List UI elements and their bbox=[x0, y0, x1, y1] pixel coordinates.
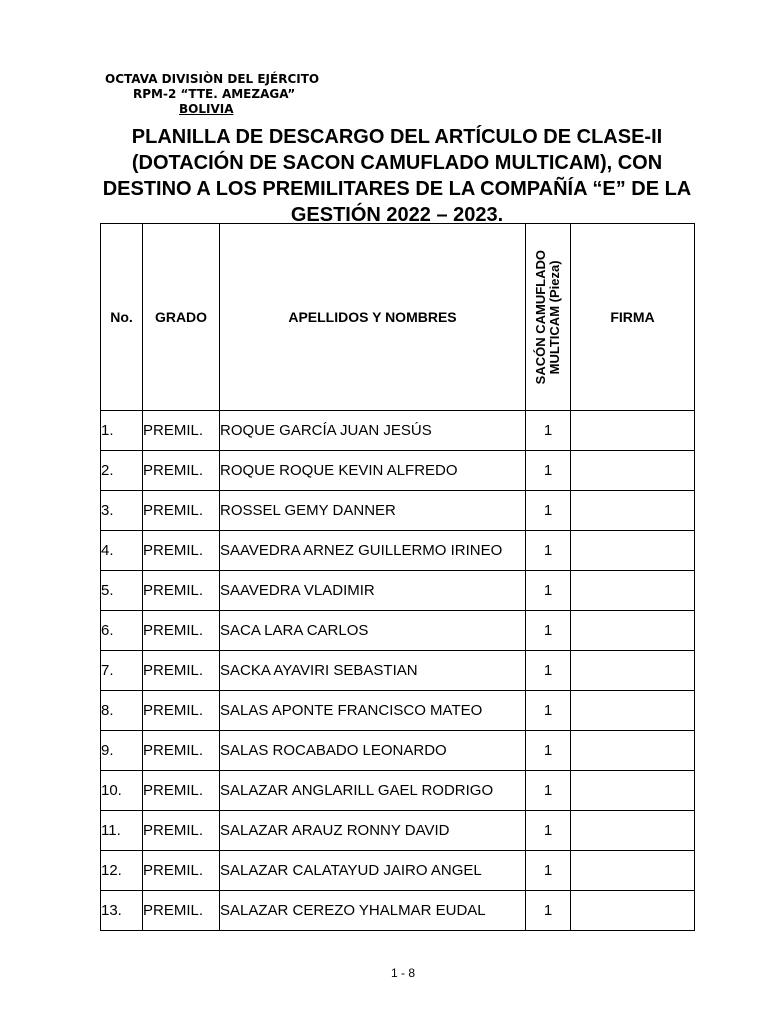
row-grade: PREMIL. bbox=[143, 691, 220, 731]
row-number: 12. bbox=[101, 851, 143, 891]
row-signature bbox=[571, 811, 695, 851]
row-quantity: 1 bbox=[526, 571, 571, 611]
row-name: SALAS ROCABADO LEONARDO bbox=[220, 731, 526, 771]
row-number: 8. bbox=[101, 691, 143, 731]
row-signature bbox=[571, 531, 695, 571]
organization-header bbox=[105, 72, 319, 117]
table-row bbox=[101, 611, 695, 651]
row-name: SALAS APONTE FRANCISCO MATEO bbox=[220, 691, 526, 731]
row-number: 2. bbox=[101, 451, 143, 491]
row-quantity: 1 bbox=[526, 811, 571, 851]
row-number: 11. bbox=[101, 811, 143, 851]
row-signature bbox=[571, 571, 695, 611]
row-number: 7. bbox=[101, 651, 143, 691]
row-name: SALAZAR ARAUZ RONNY DAVID bbox=[220, 811, 526, 851]
row-grade: PREMIL. bbox=[143, 811, 220, 851]
row-signature bbox=[571, 851, 695, 891]
row-grade: PREMIL. bbox=[143, 411, 220, 451]
row-quantity: 1 bbox=[526, 491, 571, 531]
table-row bbox=[101, 691, 695, 731]
row-number: 4. bbox=[101, 531, 143, 571]
row-number: 5. bbox=[101, 571, 143, 611]
row-name: ROQUE ROQUE KEVIN ALFREDO bbox=[220, 451, 526, 491]
row-quantity: 1 bbox=[526, 891, 571, 931]
regiment-name: RPM-2 “TTE. AMEZAGA” bbox=[133, 87, 296, 101]
table-row bbox=[101, 851, 695, 891]
header-no: No. bbox=[101, 224, 143, 411]
row-name: SAAVEDRA ARNEZ GUILLERMO IRINEO bbox=[220, 531, 526, 571]
row-signature bbox=[571, 691, 695, 731]
table-header-row bbox=[101, 224, 695, 411]
row-quantity: 1 bbox=[526, 691, 571, 731]
division-name: OCTAVA DIVISIÒN DEL EJÉRCITO bbox=[105, 72, 320, 86]
row-quantity: 1 bbox=[526, 611, 571, 651]
row-name: SALAZAR CEREZO YHALMAR EUDAL bbox=[220, 891, 526, 931]
header-item-line2: MULTICAM (Pieza) bbox=[547, 260, 562, 374]
row-name: ROQUE GARCÍA JUAN JESÚS bbox=[220, 411, 526, 451]
row-number: 3. bbox=[101, 491, 143, 531]
row-number: 9. bbox=[101, 731, 143, 771]
row-grade: PREMIL. bbox=[143, 571, 220, 611]
row-signature bbox=[571, 651, 695, 691]
row-grade: PREMIL. bbox=[143, 851, 220, 891]
row-quantity: 1 bbox=[526, 531, 571, 571]
row-number: 13. bbox=[101, 891, 143, 931]
row-quantity: 1 bbox=[526, 451, 571, 491]
row-name: SACKA AYAVIRI SEBASTIAN bbox=[220, 651, 526, 691]
row-number: 1. bbox=[101, 411, 143, 451]
document-title: PLANILLA DE DESCARGO DEL ARTÍCULO DE CLASE-II (DOTACIÓN DE SACON CAMUFLADO MULTICAM), CON DESTINO A LOS PREMILITARES DE LA COMPAÑÍA “E” DE LA GESTIÓN 2022 – 2023. bbox=[102, 126, 692, 226]
row-signature bbox=[571, 611, 695, 651]
table-row bbox=[101, 651, 695, 691]
row-signature bbox=[571, 771, 695, 811]
table-row bbox=[101, 411, 695, 451]
roster-table bbox=[100, 223, 695, 931]
row-quantity: 1 bbox=[526, 731, 571, 771]
row-grade: PREMIL. bbox=[143, 451, 220, 491]
row-grade: PREMIL. bbox=[143, 731, 220, 771]
header-firma: FIRMA bbox=[571, 224, 695, 411]
row-quantity: 1 bbox=[526, 651, 571, 691]
row-quantity: 1 bbox=[526, 411, 571, 451]
row-signature bbox=[571, 891, 695, 931]
row-number: 6. bbox=[101, 611, 143, 651]
row-name: SAAVEDRA VLADIMIR bbox=[220, 571, 526, 611]
table-row bbox=[101, 731, 695, 771]
row-name: SALAZAR ANGLARILL GAEL RODRIGO bbox=[220, 771, 526, 811]
table-row bbox=[101, 451, 695, 491]
row-quantity: 1 bbox=[526, 771, 571, 811]
row-quantity: 1 bbox=[526, 851, 571, 891]
table-row bbox=[101, 771, 695, 811]
row-signature bbox=[571, 411, 695, 451]
row-grade: PREMIL. bbox=[143, 891, 220, 931]
row-grade: PREMIL. bbox=[143, 771, 220, 811]
row-grade: PREMIL. bbox=[143, 531, 220, 571]
page-number: 1 - 8 bbox=[390, 966, 415, 980]
header-item bbox=[526, 224, 571, 411]
table-row bbox=[101, 891, 695, 931]
table-row bbox=[101, 571, 695, 611]
row-number: 10. bbox=[101, 771, 143, 811]
row-grade: PREMIL. bbox=[143, 651, 220, 691]
header-name: APELLIDOS Y NOMBRES bbox=[220, 224, 526, 411]
row-name: ROSSEL GEMY DANNER bbox=[220, 491, 526, 531]
table-row bbox=[101, 491, 695, 531]
header-item-line1: SACÓN CAMUFLADO bbox=[533, 249, 548, 385]
country-name: BOLIVIA bbox=[179, 102, 234, 116]
row-name: SALAZAR CALATAYUD JAIRO ANGEL bbox=[220, 851, 526, 891]
row-name: SACA LARA CARLOS bbox=[220, 611, 526, 651]
row-signature bbox=[571, 491, 695, 531]
row-signature bbox=[571, 451, 695, 491]
row-grade: PREMIL. bbox=[143, 491, 220, 531]
header-grado: GRADO bbox=[143, 224, 220, 411]
row-grade: PREMIL. bbox=[143, 611, 220, 651]
table-row bbox=[101, 531, 695, 571]
row-signature bbox=[571, 731, 695, 771]
table-row bbox=[101, 811, 695, 851]
